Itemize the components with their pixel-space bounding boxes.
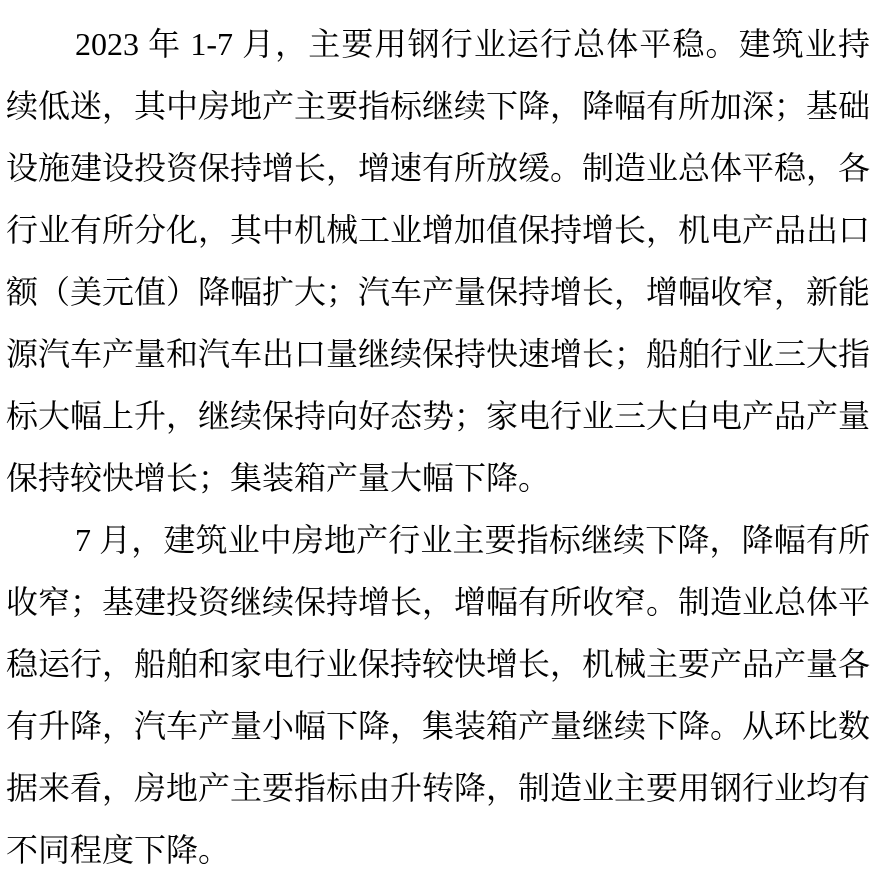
- text-line: 续低迷，其中房地产主要指标继续下降，降幅有所加深；基础: [6, 88, 871, 124]
- text-line: 额（美元值）降幅扩大；汽车产量保持增长，增幅收窄，新能: [6, 274, 871, 310]
- paragraph-1: [6, 13, 870, 509]
- text-line: 标大幅上升，继续保持向好态势；家电行业三大白电产品产量: [6, 398, 871, 434]
- text-line: 稳运行，船舶和家电行业保持较快增长，机械主要产品产量各: [6, 646, 871, 682]
- paragraph-2: [6, 509, 870, 881]
- text-line: 不同程度下降。: [6, 832, 231, 868]
- text-line: 2023 年 1-7 月，主要用钢行业运行总体平稳。建筑业持: [75, 26, 870, 62]
- text-line: 设施建设投资保持增长，增速有所放缓。制造业总体平稳，各: [6, 150, 871, 186]
- text-line: 收窄；基建投资继续保持增长，增幅有所收窄。制造业总体平: [6, 584, 871, 620]
- text-line: 源汽车产量和汽车出口量继续保持快速增长；船舶行业三大指: [6, 336, 871, 372]
- text-line: 行业有所分化，其中机械工业增加值保持增长，机电产品出口: [6, 212, 871, 248]
- text-line: 保持较快增长；集装箱产量大幅下降。: [6, 460, 551, 496]
- text-line: 7 月，建筑业中房地产行业主要指标继续下降，降幅有所: [75, 522, 870, 558]
- text-line: 有升降，汽车产量小幅下降，集装箱产量继续下降。从环比数: [6, 708, 871, 744]
- text-line: 据来看，房地产主要指标由升转降，制造业主要用钢行业均有: [6, 770, 871, 806]
